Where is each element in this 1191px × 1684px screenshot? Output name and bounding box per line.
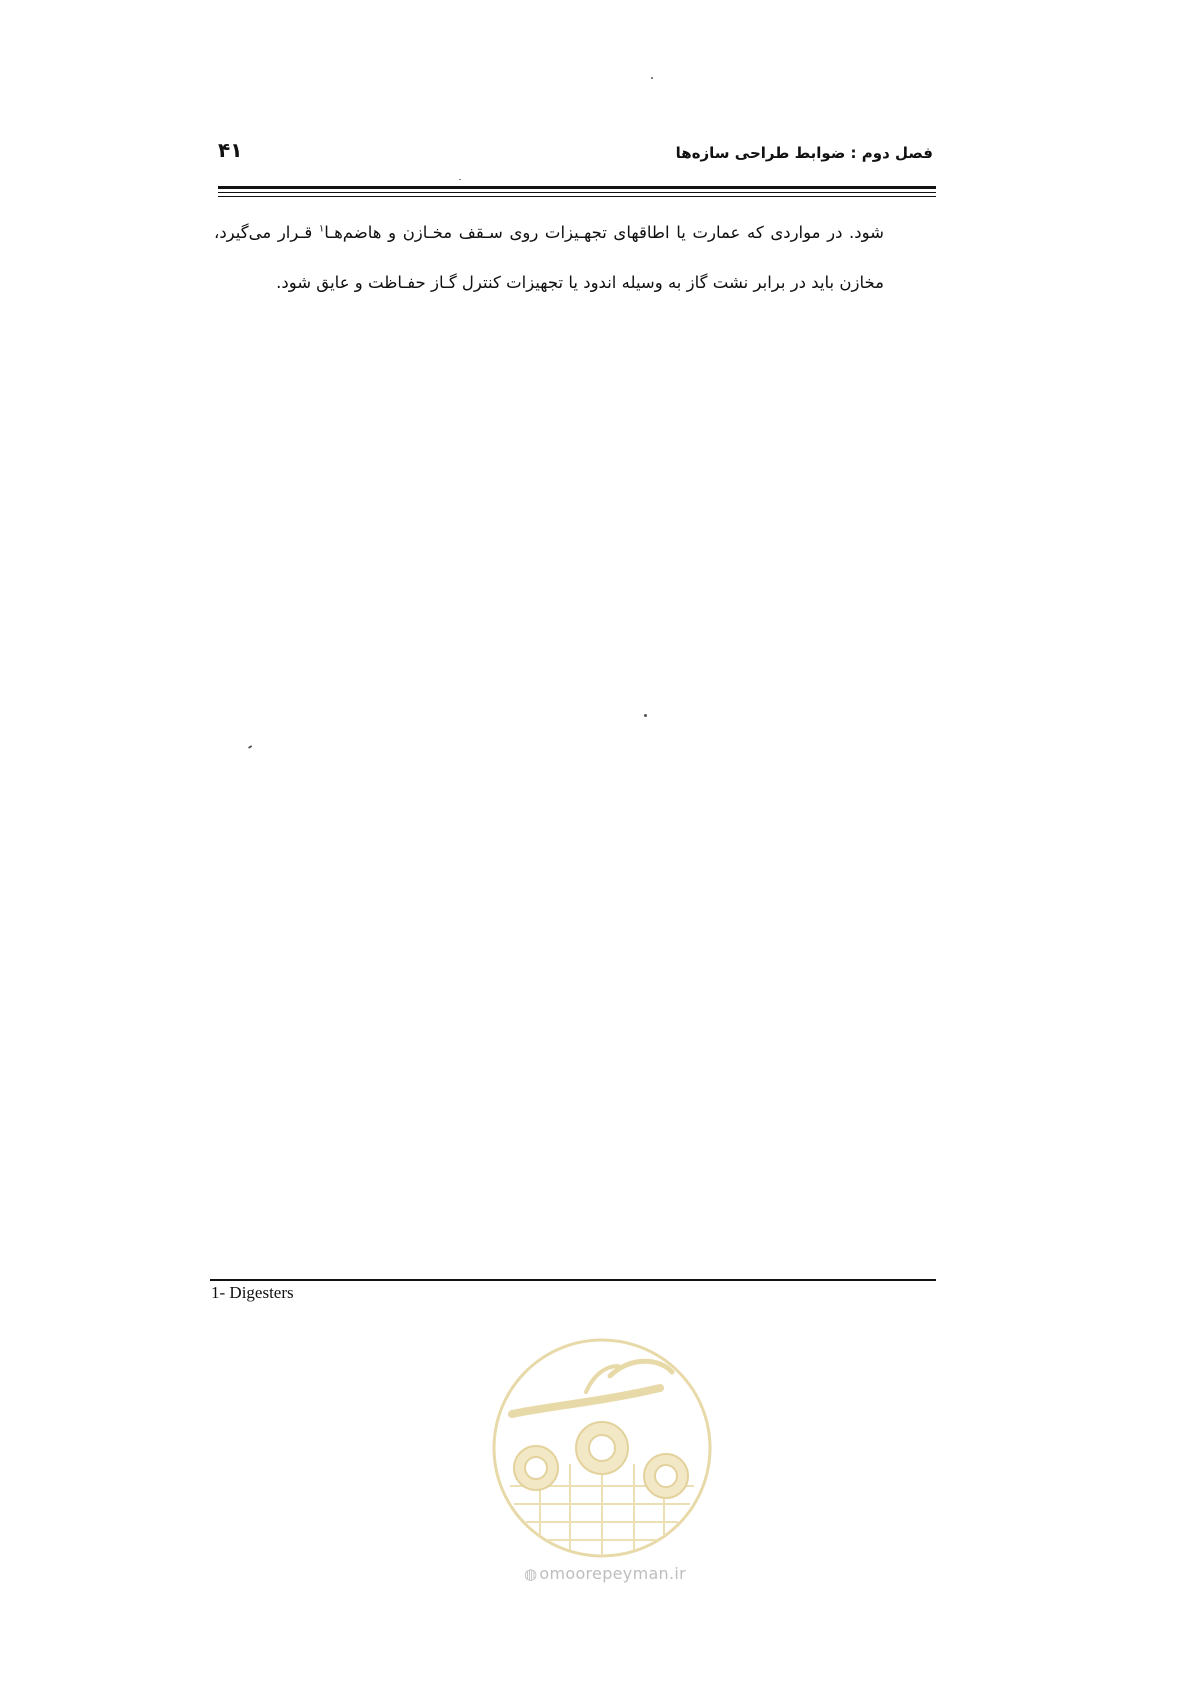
header-rule-top xyxy=(218,186,936,189)
header-rule-middle xyxy=(218,192,936,193)
footnote-separator xyxy=(210,1279,936,1281)
body-line-2: می‌گیرد، مخازن باید در برابر نشت گاز به وسیله اندود یا تجهیزات کنترل گـاز حفـاظت و xyxy=(214,223,884,292)
body-line-3: عایق شود. xyxy=(276,273,350,292)
scan-speck xyxy=(248,745,252,748)
watermark-url-text: omoorepeyman.ir xyxy=(539,1564,687,1583)
watermark-url xyxy=(500,1564,710,1583)
footnote-reference: ۱ xyxy=(318,223,325,235)
globe-icon: ◍ xyxy=(523,1565,538,1583)
page-number: ۴۱ xyxy=(218,138,243,162)
scan-speck xyxy=(651,77,653,79)
body-line-1a: شود. در مواردی که عمارت یا اطاقهای تجهـیزات روی سـقف مخـازن و هاضم‌هـا xyxy=(324,223,884,242)
footnote: 1- Digesters xyxy=(211,1283,294,1302)
scan-speck xyxy=(459,179,461,180)
body-paragraph xyxy=(214,208,884,308)
body-line-1b: قـرار xyxy=(277,223,319,242)
watermark-logo-icon xyxy=(490,1336,714,1560)
running-title: فصل دوم : ضوابط طراحی سازه‌ها xyxy=(675,144,933,162)
scan-speck xyxy=(644,714,647,717)
header-rule-bottom xyxy=(218,196,936,197)
